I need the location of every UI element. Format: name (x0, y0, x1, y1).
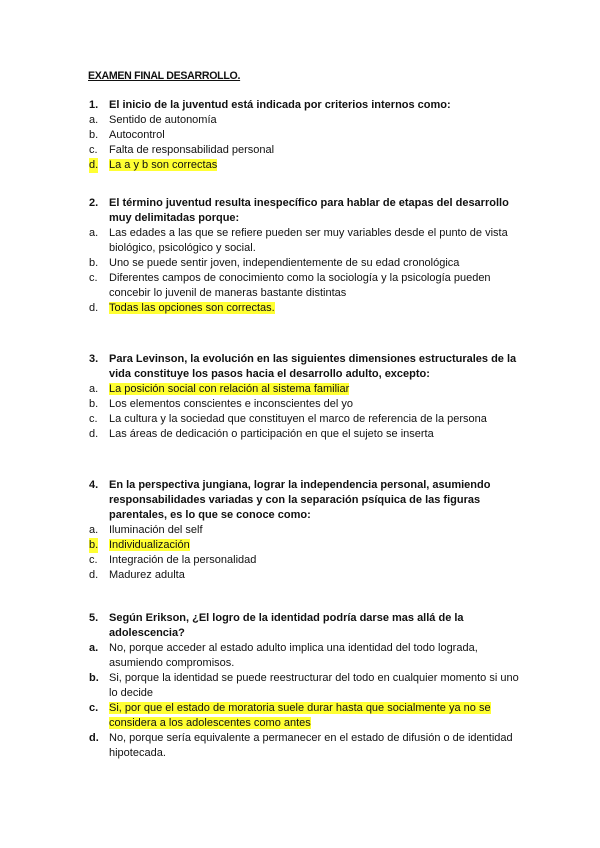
option-text: Las edades a las que se refiere pueden ser muy variables desde el punto de vista biológico, psicológico y social. (109, 227, 508, 254)
option-text: Autocontrol (109, 129, 165, 141)
option-text: No, porque acceder al estado adulto implica una identidad del todo lograda, asumiendo compromisos. (109, 642, 478, 669)
option-a (89, 226, 529, 256)
question-2-stem (89, 196, 529, 226)
question-3-stem (89, 352, 529, 382)
option-letter: b. (89, 398, 99, 410)
option-text: Las áreas de dedicación o participación en que el sujeto se inserta (109, 428, 434, 440)
option-d (89, 158, 529, 173)
option-text: Falta de responsabilidad personal (109, 144, 275, 156)
question-number: 5. (89, 612, 99, 624)
question-number: 3. (89, 353, 99, 365)
option-a (89, 113, 529, 128)
option-text: Sentido de autonomía (109, 114, 217, 126)
option-c (89, 553, 529, 568)
question-text: El término juventud resulta inespecífico para hablar de etapas del desarrollo muy delimitadas porque: (109, 197, 509, 224)
option-d (89, 301, 529, 316)
option-letter: c. (89, 272, 98, 284)
option-c (89, 143, 529, 158)
question-number: 1. (89, 99, 99, 111)
question-number: 4. (89, 479, 99, 491)
option-text-highlighted: Si, por que el estado de moratoria suele durar hasta que socialmente ya no se considera a los adolescentes como antes (109, 702, 491, 729)
option-letter: d. (89, 428, 99, 440)
option-d (89, 731, 529, 761)
option-b (89, 256, 529, 271)
option-text-highlighted: La a y b son correctas (109, 159, 218, 171)
option-d (89, 427, 529, 442)
option-text: La cultura y la sociedad que constituyen el marco de referencia de la persona (109, 413, 487, 425)
option-text: Integración de la personalidad (109, 554, 257, 566)
option-letter: a. (89, 642, 99, 654)
option-c (89, 412, 529, 427)
option-b (89, 671, 529, 701)
option-b (89, 538, 529, 553)
option-letter: c. (89, 413, 98, 425)
option-letter: b. (89, 129, 99, 141)
question-4-stem (89, 478, 529, 523)
option-text: Diferentes campos de conocimiento como la sociología y la psicología pueden concebir lo juvenil de maneras bastante distintas (109, 272, 491, 299)
option-text: No, porque sería equivalente a permanecer en el estado de difusión o de identidad hipotecada. (109, 732, 513, 759)
question-4 (89, 478, 529, 583)
option-letter: c. (89, 702, 99, 714)
question-1 (89, 98, 529, 173)
option-letter: a. (89, 383, 99, 395)
question-number: 2. (89, 197, 99, 209)
option-text-highlighted: Todas las opciones son correctas. (109, 302, 275, 314)
option-text: Iluminación del self (109, 524, 203, 536)
option-text: Madurez adulta (109, 569, 185, 581)
option-text-highlighted: La posición social con relación al sistema familiar (109, 383, 350, 395)
question-2 (89, 196, 529, 316)
option-a (89, 523, 529, 538)
option-text: Los elementos conscientes e inconscientes del yo (109, 398, 353, 410)
option-b (89, 128, 529, 143)
option-a (89, 382, 529, 397)
option-letter: a. (89, 227, 99, 239)
option-letter: d. (89, 302, 99, 314)
question-5-stem (89, 611, 529, 641)
option-text-highlighted: Individualización (109, 539, 190, 551)
question-text: El inicio de la juventud está indicada por criterios internos como: (109, 99, 451, 111)
option-letter: d. (89, 732, 99, 744)
exam-title: EXAMEN FINAL DESARROLLO. (88, 70, 241, 82)
question-text: Según Erikson, ¿El logro de la identidad podría darse mas allá de la adolescencia? (109, 612, 464, 639)
option-d (89, 568, 529, 583)
option-letter: a. (89, 524, 99, 536)
option-letter: d. (89, 159, 99, 171)
question-3 (89, 352, 529, 442)
option-letter: c. (89, 554, 98, 566)
option-letter: c. (89, 144, 98, 156)
question-5 (89, 611, 529, 761)
question-text: En la perspectiva jungiana, lograr la independencia personal, asumiendo responsabilidades variadas y con la separación psíquica de las figuras parentales, es lo que se conoce como: (109, 479, 491, 521)
option-letter: b. (89, 672, 99, 684)
option-letter: b. (89, 539, 99, 551)
option-a (89, 641, 529, 671)
question-1-stem (89, 98, 529, 113)
question-text: Para Levinson, la evolución en las siguientes dimensiones estructurales de la vida constituye los pasos hacia el desarrollo adulto, excepto: (109, 353, 517, 380)
option-c (89, 701, 529, 731)
option-b (89, 397, 529, 412)
option-c (89, 271, 529, 301)
option-text: Uno se puede sentir joven, independientemente de su edad cronológica (109, 257, 460, 269)
option-letter: b. (89, 257, 99, 269)
option-letter: a. (89, 114, 99, 126)
option-text: Si, porque la identidad se puede reestructurar del todo en cualquier momento si uno lo decide (109, 672, 519, 699)
option-letter: d. (89, 569, 99, 581)
